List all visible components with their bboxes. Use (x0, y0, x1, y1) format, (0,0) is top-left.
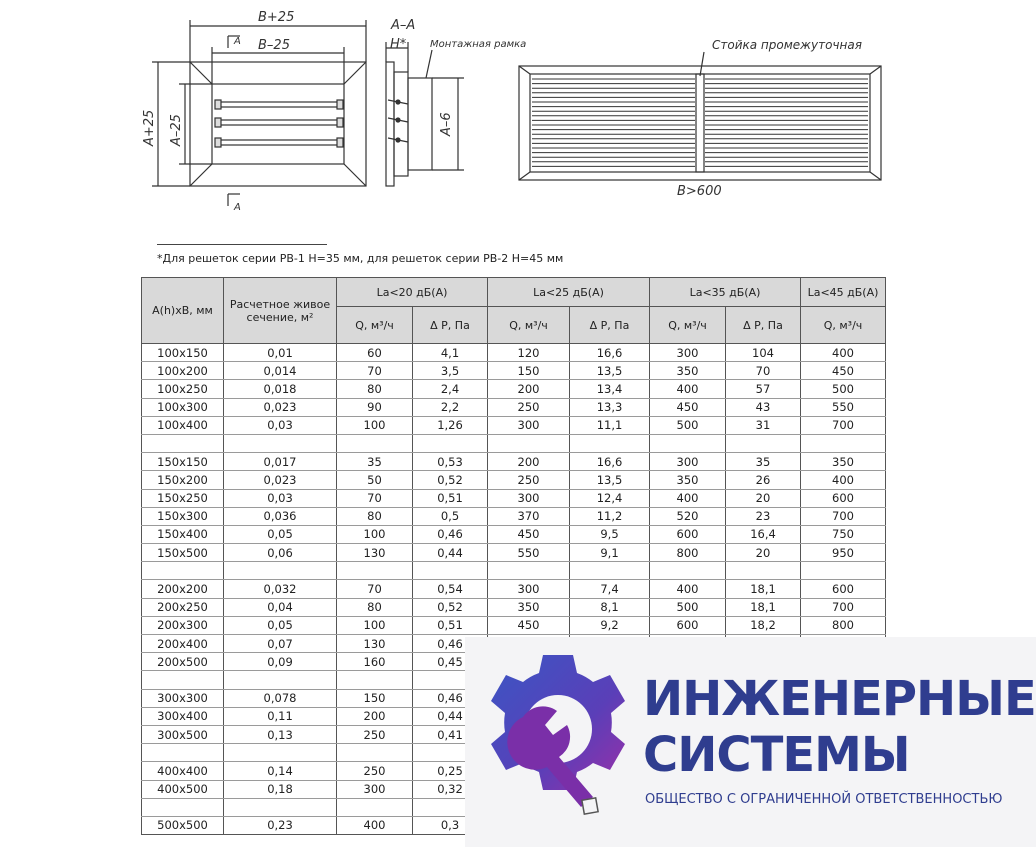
table-cell (413, 562, 488, 580)
table-cell: 550 (488, 544, 570, 562)
table-cell (570, 562, 650, 580)
table-row (142, 580, 886, 598)
table-cell: 0,017 (224, 453, 337, 471)
table-cell (801, 434, 886, 452)
table-cell: 23 (726, 507, 801, 525)
table-cell: 100 (337, 416, 413, 434)
table-cell: 100x400 (142, 416, 224, 434)
table-cell: 150x500 (142, 544, 224, 562)
table-cell (142, 798, 224, 816)
table-cell: 250 (337, 762, 413, 780)
table-cell: 400 (650, 580, 726, 598)
section-mark-top: A (234, 36, 241, 47)
table-cell: 70 (337, 489, 413, 507)
table-cell: 750 (801, 525, 886, 543)
table-cell: 600 (650, 616, 726, 634)
table-cell (726, 434, 801, 452)
table-cell: 80 (337, 598, 413, 616)
table-cell (337, 434, 413, 452)
table-cell (224, 671, 337, 689)
table-cell: 70 (726, 362, 801, 380)
table-cell: 520 (650, 507, 726, 525)
company-logo (465, 637, 1036, 847)
header-group-20: La<20 дБ(А) (337, 278, 488, 307)
table-cell: 16,4 (726, 525, 801, 543)
table-cell: 150x400 (142, 525, 224, 543)
technical-drawings (0, 0, 1036, 240)
table-cell: 950 (801, 544, 886, 562)
table-cell: 1,26 (413, 416, 488, 434)
table-cell: 0,44 (413, 707, 488, 725)
table-row (142, 489, 886, 507)
table-cell: 130 (337, 544, 413, 562)
table-cell: 250 (488, 471, 570, 489)
table-cell: 0,46 (413, 525, 488, 543)
logo-subtitle: ОБЩЕСТВО С ОГРАНИЧЕННОЙ ОТВЕТСТВЕННОСТЬЮ (645, 792, 1003, 807)
table-cell: 600 (801, 489, 886, 507)
table-cell: 0,14 (224, 762, 337, 780)
table-row (142, 434, 886, 452)
table-cell (413, 434, 488, 452)
table-cell: 0,52 (413, 598, 488, 616)
table-row (142, 380, 886, 398)
table-cell: 350 (650, 471, 726, 489)
table-cell: 4,1 (413, 344, 488, 362)
table-cell: 200x300 (142, 616, 224, 634)
section-title: A–A (391, 18, 416, 33)
table-cell: 150x300 (142, 507, 224, 525)
table-cell: 20 (726, 544, 801, 562)
table-row (142, 453, 886, 471)
table-cell: 200 (337, 707, 413, 725)
table-cell: 300 (488, 489, 570, 507)
wide-width-label: B>600 (677, 184, 722, 199)
dim-inner-height: A–25 (169, 114, 184, 146)
table-row (142, 598, 886, 616)
table-cell: 2,4 (413, 380, 488, 398)
header-q: Q, м³/ч (801, 307, 886, 344)
table-cell (142, 562, 224, 580)
mounting-frame-label: Монтажная рамка (430, 39, 527, 50)
table-cell: 100 (337, 525, 413, 543)
table-cell: 9,2 (570, 616, 650, 634)
table-cell (726, 562, 801, 580)
table-cell: 16,6 (570, 344, 650, 362)
table-cell: 0,05 (224, 525, 337, 543)
table-cell: 100x250 (142, 380, 224, 398)
table-cell (142, 434, 224, 452)
table-cell: 300x300 (142, 689, 224, 707)
table-row (142, 616, 886, 634)
table-cell: 350 (488, 598, 570, 616)
table-cell: 0,03 (224, 416, 337, 434)
table-cell (337, 671, 413, 689)
table-cell: 57 (726, 380, 801, 398)
table-cell (224, 798, 337, 816)
table-cell: 0,45 (413, 653, 488, 671)
table-cell: 0,11 (224, 707, 337, 725)
header-group-25: La<25 дБ(А) (488, 278, 650, 307)
table-cell: 600 (801, 580, 886, 598)
table-cell: 130 (337, 635, 413, 653)
header-size: A(h)хB, мм (142, 278, 224, 344)
table-cell: 150x150 (142, 453, 224, 471)
table-cell: 150 (488, 362, 570, 380)
table-cell: 350 (650, 362, 726, 380)
table-cell (650, 434, 726, 452)
table-cell: 0,23 (224, 816, 337, 834)
table-cell: 0,014 (224, 362, 337, 380)
table-cell: 104 (726, 344, 801, 362)
table-cell: 450 (488, 616, 570, 634)
table-cell: 700 (801, 416, 886, 434)
table-cell: 400 (801, 344, 886, 362)
table-cell: 0,078 (224, 689, 337, 707)
table-cell (488, 562, 570, 580)
table-cell: 800 (801, 616, 886, 634)
header-q: Q, м³/ч (337, 307, 413, 344)
table-cell: 35 (337, 453, 413, 471)
table-cell: 0,41 (413, 725, 488, 743)
header-q: Q, м³/ч (650, 307, 726, 344)
table-cell: 0,46 (413, 689, 488, 707)
table-cell: 400 (650, 380, 726, 398)
table-row (142, 562, 886, 580)
table-cell: 70 (337, 362, 413, 380)
table-row (142, 362, 886, 380)
table-cell: 0,023 (224, 471, 337, 489)
table-cell: 150 (337, 689, 413, 707)
table-cell (224, 562, 337, 580)
table-cell: 18,2 (726, 616, 801, 634)
logo-title-line1: ИНЖЕНЕРНЫЕ (643, 671, 1036, 727)
table-cell: 13,5 (570, 471, 650, 489)
table-cell: 60 (337, 344, 413, 362)
table-cell: 450 (488, 525, 570, 543)
table-cell: 300x400 (142, 707, 224, 725)
table-cell: 11,2 (570, 507, 650, 525)
table-row (142, 416, 886, 434)
table-row (142, 525, 886, 543)
footnote: *Для решеток серии РВ-1 H=35 мм, для решеток серии РВ-2 H=45 мм (157, 252, 564, 265)
table-cell: 0,13 (224, 725, 337, 743)
table-cell: 400 (650, 489, 726, 507)
table-cell: 7,4 (570, 580, 650, 598)
table-cell: 400 (337, 816, 413, 834)
table-cell: 13,4 (570, 380, 650, 398)
table-cell: 200x500 (142, 653, 224, 671)
table-cell: 120 (488, 344, 570, 362)
table-cell: 13,3 (570, 398, 650, 416)
table-cell: 8,1 (570, 598, 650, 616)
table-cell: 18,1 (726, 598, 801, 616)
table-cell: 0,06 (224, 544, 337, 562)
table-cell: 200x200 (142, 580, 224, 598)
section-height-label: A–6 (439, 112, 454, 136)
table-cell: 90 (337, 398, 413, 416)
table-cell: 0,51 (413, 489, 488, 507)
table-cell: 250 (337, 725, 413, 743)
table-cell: 2,2 (413, 398, 488, 416)
table-cell: 0,53 (413, 453, 488, 471)
table-cell (142, 671, 224, 689)
table-cell: 200x400 (142, 635, 224, 653)
table-cell: 300 (337, 780, 413, 798)
table-cell: 12,4 (570, 489, 650, 507)
table-cell: 9,5 (570, 525, 650, 543)
table-cell: 600 (650, 525, 726, 543)
header-dp: Δ Р, Па (726, 307, 801, 344)
table-cell: 80 (337, 507, 413, 525)
table-cell: 50 (337, 471, 413, 489)
table-cell: 100x200 (142, 362, 224, 380)
dim-outer-width: B+25 (258, 10, 295, 25)
header-area: Расчетное живое сечение, м² (224, 278, 337, 344)
table-cell: 0,07 (224, 635, 337, 653)
table-cell: 31 (726, 416, 801, 434)
table-cell: 0,18 (224, 780, 337, 798)
table-cell: 300x500 (142, 725, 224, 743)
table-cell (801, 562, 886, 580)
footnote-divider (157, 244, 327, 245)
table-cell: 200 (488, 453, 570, 471)
table-cell: 0,023 (224, 398, 337, 416)
table-cell: 150x250 (142, 489, 224, 507)
table-cell: 0,32 (413, 780, 488, 798)
table-row (142, 471, 886, 489)
table-cell: 0,018 (224, 380, 337, 398)
table-cell: 700 (801, 507, 886, 525)
table-cell: 0,46 (413, 635, 488, 653)
table-row (142, 507, 886, 525)
table-cell: 370 (488, 507, 570, 525)
table-cell: 700 (801, 598, 886, 616)
table-cell: 300 (488, 580, 570, 598)
table-cell: 100x300 (142, 398, 224, 416)
table-cell: 0,04 (224, 598, 337, 616)
table-cell: 11,1 (570, 416, 650, 434)
header-group-35: La<35 дБ(А) (650, 278, 801, 307)
table-row (142, 398, 886, 416)
table-cell: 0,52 (413, 471, 488, 489)
table-cell: 100x150 (142, 344, 224, 362)
gear-wrench-icon (483, 651, 633, 826)
table-cell: 400x500 (142, 780, 224, 798)
table-cell: 550 (801, 398, 886, 416)
table-cell: 0,3 (413, 816, 488, 834)
table-cell: 18,1 (726, 580, 801, 598)
table-cell: 800 (650, 544, 726, 562)
section-mark-bottom: A (234, 202, 241, 213)
section-h-label: H* (390, 37, 407, 52)
table-cell: 0,5 (413, 507, 488, 525)
table-cell: 0,09 (224, 653, 337, 671)
table-cell (488, 434, 570, 452)
dim-outer-height: A+25 (142, 109, 157, 146)
table-cell: 0,01 (224, 344, 337, 362)
table-cell: 0,25 (413, 762, 488, 780)
table-cell: 43 (726, 398, 801, 416)
table-cell: 300 (650, 453, 726, 471)
table-cell: 0,032 (224, 580, 337, 598)
table-cell: 0,51 (413, 616, 488, 634)
table-row (142, 544, 886, 562)
table-cell: 250 (488, 398, 570, 416)
table-cell: 200x250 (142, 598, 224, 616)
table-cell: 9,1 (570, 544, 650, 562)
intermediate-post-label: Стойка промежуточная (712, 38, 862, 52)
dim-inner-width: B–25 (258, 38, 290, 53)
table-cell: 350 (801, 453, 886, 471)
table-cell: 500x500 (142, 816, 224, 834)
table-cell: 70 (337, 580, 413, 598)
table-cell: 20 (726, 489, 801, 507)
table-cell: 450 (801, 362, 886, 380)
table-cell: 400 (801, 471, 886, 489)
table-cell: 500 (650, 416, 726, 434)
table-cell: 13,5 (570, 362, 650, 380)
table-cell: 450 (650, 398, 726, 416)
table-cell: 0,54 (413, 580, 488, 598)
table-cell: 0,036 (224, 507, 337, 525)
table-cell: 0,05 (224, 616, 337, 634)
logo-title-line2: СИСТЕМЫ (643, 727, 910, 783)
table-cell: 150x200 (142, 471, 224, 489)
table-cell (337, 798, 413, 816)
table-cell: 400x400 (142, 762, 224, 780)
table-cell (337, 744, 413, 762)
table-cell: 0,03 (224, 489, 337, 507)
header-dp: Δ Р, Па (413, 307, 488, 344)
table-cell (224, 434, 337, 452)
header-q: Q, м³/ч (488, 307, 570, 344)
table-cell (142, 744, 224, 762)
header-group-45: La<45 дБ(А) (801, 278, 886, 307)
table-row (142, 344, 886, 362)
table-cell: 80 (337, 380, 413, 398)
table-cell: 160 (337, 653, 413, 671)
wide-view-slats (532, 79, 868, 166)
table-cell: 300 (650, 344, 726, 362)
table-cell: 0,44 (413, 544, 488, 562)
table-cell: 35 (726, 453, 801, 471)
table-cell: 3,5 (413, 362, 488, 380)
table-cell (650, 562, 726, 580)
table-cell (224, 744, 337, 762)
table-cell: 300 (488, 416, 570, 434)
table-cell: 100 (337, 616, 413, 634)
table-cell: 500 (650, 598, 726, 616)
table-cell: 200 (488, 380, 570, 398)
table-cell: 500 (801, 380, 886, 398)
table-cell (337, 562, 413, 580)
header-dp: Δ Р, Па (570, 307, 650, 344)
table-cell (570, 434, 650, 452)
table-cell: 26 (726, 471, 801, 489)
table-cell: 16,6 (570, 453, 650, 471)
